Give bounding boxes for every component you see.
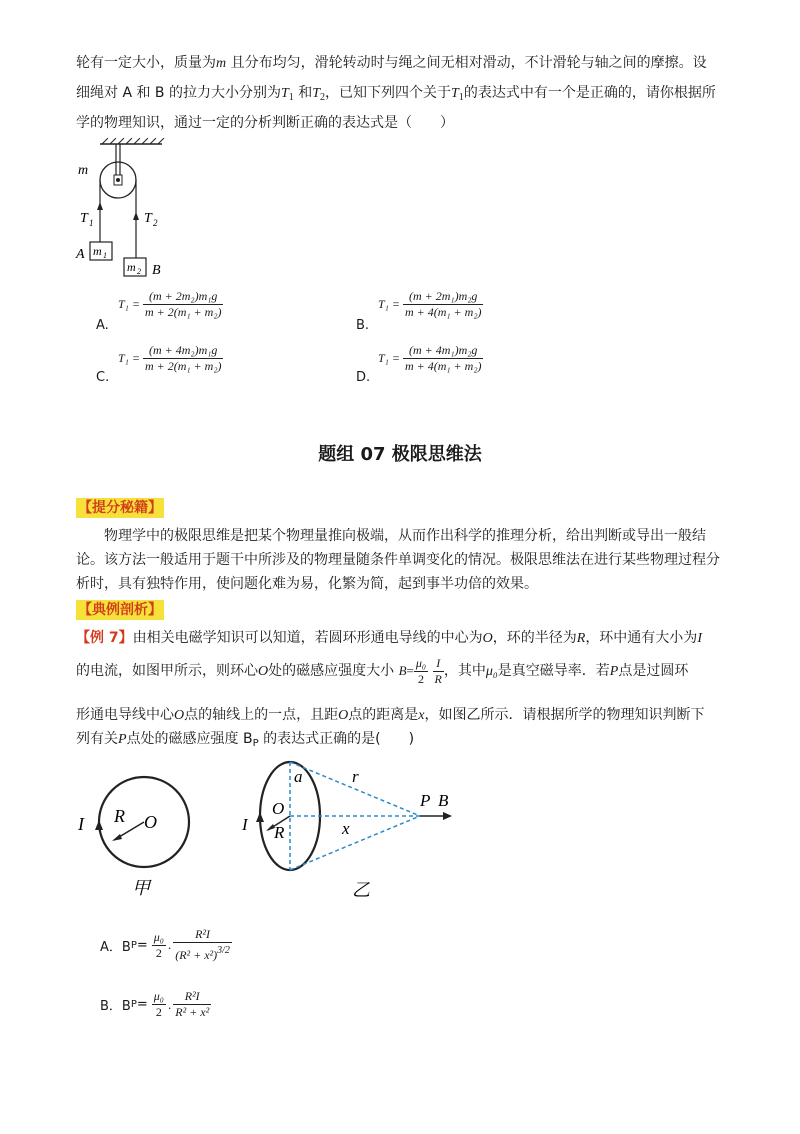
formula-r: R — [434, 671, 442, 686]
t1-sub: 1 — [288, 92, 294, 103]
example-text: 点处的磁感应强度 B — [126, 731, 253, 747]
figure-jia — [76, 770, 206, 900]
option-num: R²I — [173, 990, 211, 1005]
m2-label-sub: 2 — [137, 267, 141, 276]
example-text: 点的距离是 — [348, 707, 419, 723]
formula-lhs: T₁ = — [118, 297, 140, 311]
example-text: 点的轴线上的一点，且距 — [184, 707, 339, 723]
t1-label: T — [80, 211, 88, 226]
option-two: 2 — [155, 1005, 162, 1019]
example-line-3 — [76, 704, 726, 727]
q6-text: 细绳对 A 和 B 的拉力大小分别为 — [76, 85, 281, 101]
option-sub: P — [130, 999, 137, 1010]
section-title: 题组 07 极限思维法 — [318, 444, 482, 465]
label-p: P — [420, 791, 431, 810]
q6-text: ，已知下列四个关于 — [325, 85, 452, 101]
label-b: B — [438, 791, 449, 810]
formula-den: m + 4(m₁ + m₂) — [404, 359, 482, 373]
pulley-figure — [72, 138, 182, 288]
option-den: R² + x² — [175, 1005, 210, 1019]
t1-symbol: T — [280, 86, 289, 101]
current-arrow — [95, 820, 103, 830]
example-text: ，环中通有大小为 — [585, 630, 698, 646]
point-b-label: B — [152, 263, 161, 278]
option-den — [173, 943, 232, 962]
option-two: 2 — [155, 945, 162, 960]
label-o: O — [272, 799, 285, 818]
mass-symbol: m — [216, 56, 227, 71]
example-line-4 — [76, 728, 726, 755]
option-dot: . — [167, 996, 172, 1012]
t2-label: T — [144, 211, 152, 226]
radius-label: R — [114, 806, 125, 826]
option-label: C. — [96, 370, 110, 385]
option-num: R²I — [173, 928, 232, 943]
t1-symbol: T — [451, 86, 459, 101]
option-label: D. — [356, 370, 371, 385]
example-tag: 【典例剖析】 — [78, 602, 162, 618]
option-label: A．B — [100, 939, 131, 955]
label-a: a — [294, 767, 303, 786]
option-den-exp: 3/2 — [217, 945, 230, 956]
example-option-a[interactable] — [100, 928, 232, 962]
option-formula — [378, 290, 483, 319]
formula-num: (m + 4m₁)m₂g — [403, 344, 484, 359]
example-text: 由相关电磁学知识可以知道，若圆环形通电导线的中心为 — [132, 630, 483, 646]
formula-mu: μ₀ — [415, 655, 427, 670]
formula-lhs: T₁ = — [378, 297, 400, 311]
formula-i: I — [433, 657, 444, 672]
formula-b: B — [398, 663, 407, 678]
symbol-x: x — [418, 708, 425, 723]
q6-text: 轮有一定大小，质量为 — [76, 55, 216, 71]
formula-num: (m + 2m₁)m₂g — [403, 290, 484, 305]
symbol-i: I — [697, 631, 702, 646]
figure-yi — [240, 756, 470, 906]
figure-caption: 乙 — [352, 880, 370, 900]
example-text: 处的磁感应强度大小 — [268, 663, 395, 679]
formula-two: 2 — [417, 671, 424, 686]
example-option-b[interactable] — [100, 990, 211, 1019]
example-label: 【例 7】 — [76, 630, 133, 646]
q6-line-1 — [76, 52, 726, 75]
symbol-r: R — [576, 631, 586, 646]
m2-label: m — [127, 260, 136, 274]
q6-line-3 — [76, 112, 726, 134]
example-text: 点是过圆环 — [618, 663, 689, 679]
example-line-1 — [76, 627, 726, 650]
option-eq: = — [136, 997, 148, 1012]
m1-label-sub: 1 — [103, 251, 107, 260]
formula-num: (m + 4m₂)m₁g — [143, 344, 224, 359]
q6-text: 的表达式中有一个是正确的，请你根据所 — [463, 85, 716, 101]
tips-paragraph: 物理学中的极限思维是把某个物理量推向极端，从而作出科学的推理分析，给出判断或导出一般结论。该方法一般适用于题干中所涉及的物理量随条件单调变化的情况。极限思维法在进行某些物理过程分析时，具有独特作用，使问题化难为易，化繁为简，起到事半功倍的效果。 — [76, 528, 720, 592]
formula-lhs: T₁ = — [378, 351, 400, 365]
formula-den: m + 2(m₁ + m₂) — [144, 305, 222, 319]
example-text: 的表达式正确的是( ) — [258, 731, 415, 747]
symbol-p: P — [609, 664, 619, 679]
option-formula — [118, 290, 223, 319]
option-sub: P — [130, 939, 137, 951]
t1-label-sub: 1 — [89, 218, 94, 228]
label-i: I — [242, 815, 248, 834]
current-label: I — [78, 814, 84, 834]
q6-text: 和 — [293, 85, 313, 101]
option-mu: μ₀ — [153, 929, 164, 944]
example-text: 形通电导线中心 — [76, 707, 174, 723]
label-r: r — [352, 767, 359, 786]
formula-eq: = — [406, 663, 414, 678]
m1-label: m — [93, 244, 102, 258]
option-mu: μ₀ — [153, 989, 164, 1003]
example-text: ，如图乙所示．请根据所学的物理知识判断下 — [424, 707, 705, 723]
option-label: B. — [356, 318, 370, 333]
pulley-mass-label: m — [78, 163, 89, 178]
formula-lhs: T₁ = — [118, 351, 140, 365]
symbol-o: O — [338, 708, 349, 723]
option-formula — [118, 344, 223, 373]
t1-sub: 1 — [458, 92, 464, 103]
t2-symbol: T — [312, 86, 321, 101]
formula-den: m + 2(m₁ + m₂) — [144, 359, 222, 373]
option-eq: = — [136, 937, 148, 953]
example-text: ，环的半径为 — [492, 630, 577, 646]
point-a-label: A — [76, 247, 85, 262]
option-label: B．B — [100, 999, 131, 1014]
example-text: 的电流，如图甲所示，则环心 — [76, 663, 258, 679]
symbol-o: O — [174, 708, 185, 723]
example-text: 列有关 — [76, 731, 118, 747]
option-den-base: (R² + x²) — [175, 948, 218, 962]
figure-caption: 甲 — [132, 878, 150, 898]
label-x: x — [342, 819, 350, 838]
example-text: 是真空磁导率．若 — [497, 663, 610, 679]
tips-tag: 【提分秘籍】 — [78, 500, 162, 516]
option-formula — [378, 344, 483, 373]
option-label: A. — [96, 318, 109, 333]
formula-num: (m + 2m₂)m₁g — [143, 290, 224, 305]
symbol-o: O — [482, 631, 493, 646]
t2-label-sub: 2 — [153, 218, 158, 228]
t2-sub: 2 — [320, 92, 326, 103]
example-line-2 — [76, 656, 726, 687]
subscript-p: P — [252, 738, 259, 749]
center-label: O — [144, 812, 157, 832]
label-radius: R — [274, 823, 285, 842]
q6-text: 且分布均匀，滑轮转动时与绳之间无相对滑动，不计滑轮与轴之间的摩擦。设 — [226, 55, 707, 71]
q6-line-2 — [76, 82, 726, 109]
symbol-o: O — [258, 664, 269, 679]
symbol-p: P — [118, 732, 127, 747]
option-dot: . — [167, 937, 172, 952]
symbol-mu0: μ₀ — [485, 664, 498, 679]
example-text: ，其中 — [443, 663, 486, 679]
formula-den: m + 4(m₁ + m₂) — [404, 305, 482, 319]
q6-text: 学的物理知识，通过一定的分析判断正确的表达式是（ ） — [76, 115, 454, 131]
